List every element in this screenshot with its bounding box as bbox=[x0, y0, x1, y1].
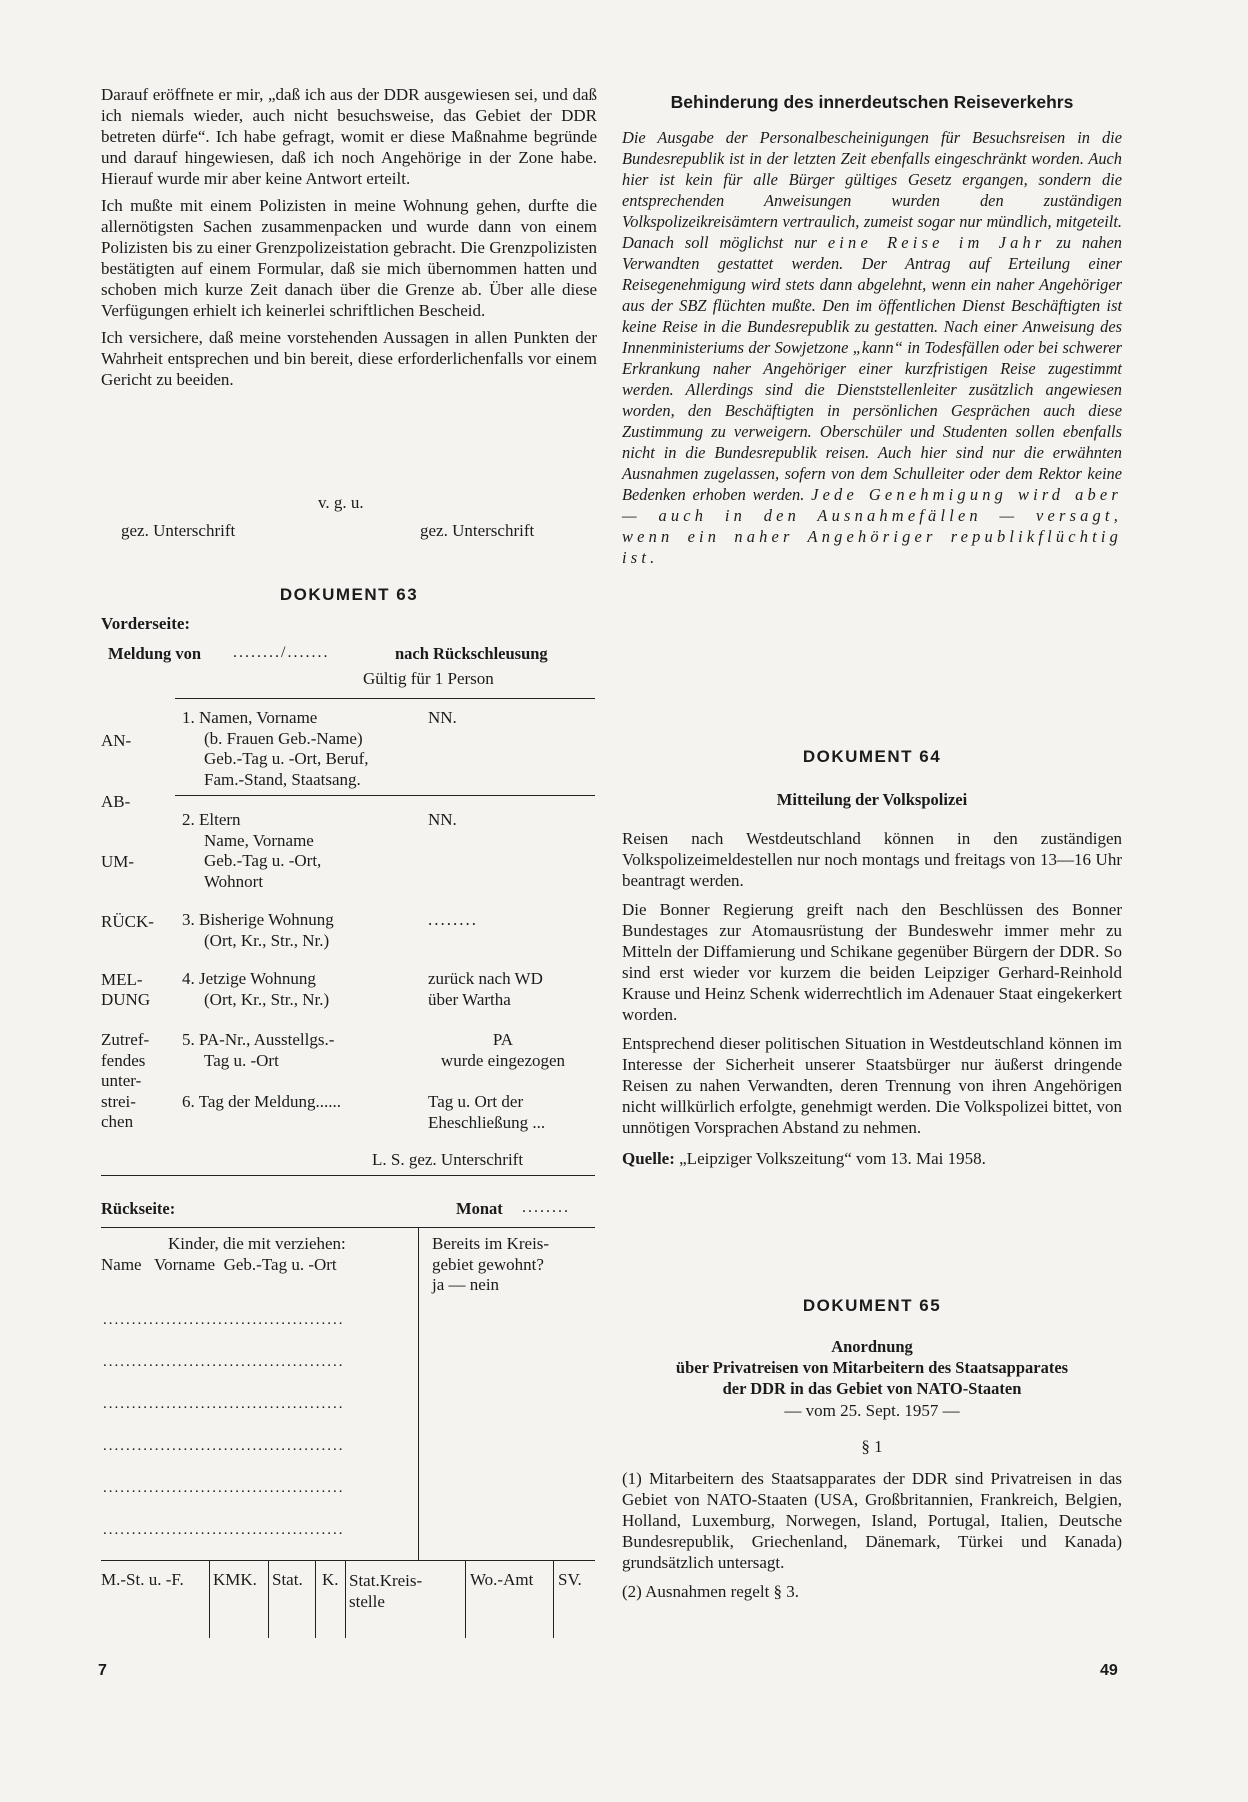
form-item-6-value bbox=[428, 1092, 545, 1133]
vorderseite-label: Vorderseite: bbox=[101, 614, 191, 633]
side-label-dung: DUNG bbox=[101, 990, 151, 1009]
form-item-4-value bbox=[428, 969, 543, 1010]
form-item-1-value: NN. bbox=[428, 708, 457, 727]
footer-cell-k: K. bbox=[322, 1570, 339, 1589]
footer-cell-kmk: KMK. bbox=[213, 1570, 257, 1589]
dot-line: .......................................... bbox=[103, 1480, 345, 1496]
form-item-value-line: über Wartha bbox=[428, 989, 511, 1009]
form-rule bbox=[101, 1175, 595, 1176]
quelle-line bbox=[622, 1148, 1122, 1169]
form-item-3 bbox=[182, 910, 334, 951]
right-column bbox=[622, 84, 1122, 568]
footer-cell-sv: SV. bbox=[558, 1570, 582, 1589]
monat-label: Monat bbox=[456, 1199, 503, 1218]
intro-paragraph-3: Ich versichere, daß meine vorstehenden Aussagen in allen Punkten der Wahrheit entsprechen und bin bereit, diese erforderlichenfalls vor einem Gericht zu beeiden. bbox=[101, 328, 597, 389]
form-item-line: 4. Jetzige Wohnung bbox=[182, 969, 316, 988]
doc65-heading-line: über Privatreisen von Mitarbeitern des Staatsapparates bbox=[675, 1358, 1069, 1377]
section-heading: Behinderung des innerdeutschen Reiseverkehrs bbox=[670, 92, 1074, 112]
kinder-header: Kinder, die mit verziehen: bbox=[168, 1234, 346, 1253]
form-item-line: Geb.-Tag u. -Ort, Beruf, bbox=[204, 749, 369, 768]
footer-divider bbox=[553, 1560, 554, 1638]
footer-cell-woamt: Wo.-Amt bbox=[470, 1570, 534, 1589]
vgu-text: v. g. u. bbox=[318, 493, 364, 512]
footer-cell-line: Stat.Kreis- bbox=[349, 1571, 423, 1590]
dokument-64-body bbox=[622, 828, 1122, 1175]
doc64-paragraph-3: Entsprechend dieser politischen Situation in Westdeutschland können im Interesse der Sicherheit unserer Staatsbürger nur äußerst dringende Reisen zu nahen Verwandten, deren Trennung von ihren Angehörigen nicht willkürlich erfolgte, genehmigt werden. Die Volkspolizei bittet, von unnötigen Vorsprachen Abstand zu nehmen. bbox=[622, 1034, 1122, 1137]
form-item-5 bbox=[182, 1030, 334, 1071]
dot-line: .......................................... bbox=[103, 1522, 345, 1538]
form-item-line: 6. Tag der Meldung...... bbox=[182, 1092, 342, 1111]
doc64-paragraph-2: Die Bonner Regierung greift nach den Beschlüssen des Bonner Bundestages zur Atomausrüstung der Bundeswehr immer mehr zu Mitteln der Diffamierung und Schikane gegenüber Bürgern der DDR. So sind erst wieder vor kurzem die beiden Leipziger Gerhard-Reinhold Krause und Heinz Schenk widerrechtlich im Adenauer Staat eingekerkert worden. bbox=[622, 900, 1122, 1024]
footer-divider bbox=[465, 1560, 466, 1638]
footer-cell-stat: Stat. bbox=[272, 1570, 303, 1589]
gueltig-text: Gültig für 1 Person bbox=[363, 669, 494, 688]
form-item-line: Fam.-Stand, Staatsang. bbox=[204, 769, 361, 789]
side-label-fendes: fendes bbox=[101, 1050, 146, 1070]
page-number-right: 49 bbox=[1100, 1662, 1118, 1679]
form-item-line: 5. PA-Nr., Ausstellgs.- bbox=[182, 1030, 335, 1049]
signature-right: gez. Unterschrift bbox=[420, 521, 535, 540]
meldung-von-label: Meldung von bbox=[108, 644, 202, 663]
nach-rueckschleusung: nach Rückschleusung bbox=[395, 644, 548, 663]
side-label-rueck: RÜCK- bbox=[101, 912, 154, 931]
page-number-left: 7 bbox=[98, 1662, 107, 1679]
rueckseite-label: Rückseite: bbox=[101, 1199, 176, 1218]
form-rule bbox=[175, 795, 595, 796]
quelle-label: Quelle: bbox=[622, 1149, 675, 1168]
dokument-65-body bbox=[622, 1468, 1122, 1608]
bereits-cell bbox=[432, 1234, 549, 1296]
table-divider bbox=[418, 1227, 419, 1560]
table-rule bbox=[101, 1560, 595, 1561]
form-item-value-line: PA bbox=[492, 1030, 514, 1049]
footer-cell-line: stelle bbox=[349, 1592, 385, 1611]
footer-divider bbox=[209, 1560, 210, 1638]
form-item-line: Wohnort bbox=[204, 871, 264, 891]
signature-left: gez. Unterschrift bbox=[121, 521, 236, 540]
dot-line: .......................................... bbox=[103, 1396, 345, 1412]
side-label-zutreffendes bbox=[101, 1030, 149, 1133]
form-item-1 bbox=[182, 708, 369, 790]
intro-paragraph-2: Ich mußte mit einem Polizisten in meine Wohnung gehen, durfte die allernötigsten Sachen zusammenpacken und wurde dann von einem Polizisten bis zu einer Grenzpolizeistation gebracht. Die Grenzpolizisten bestätigten auf einem Formular, daß sie mich übernommen hatten und schoben mich kurze Zeit danach über die Grenze ab. Über alle diese Verfügungen erhielt ich keinerlei schriftlichen Bescheid. bbox=[101, 196, 597, 320]
dokument-65-heading bbox=[622, 1336, 1122, 1399]
bereits-line: gebiet gewohnt? bbox=[432, 1254, 544, 1274]
form-item-line: (Ort, Kr., Str., Nr.) bbox=[204, 989, 330, 1009]
form-item-line: (Ort, Kr., Str., Nr.) bbox=[204, 930, 330, 950]
kinder-columns: Name Vorname Geb.-Tag u. -Ort bbox=[101, 1255, 337, 1274]
footer-cell-mst: M.-St. u. -F. bbox=[101, 1570, 184, 1589]
form-rule bbox=[175, 698, 595, 699]
side-label-strei: strei- bbox=[101, 1091, 136, 1111]
side-label-chen: chen bbox=[101, 1112, 134, 1131]
form-item-line: Geb.-Tag u. -Ort, bbox=[204, 851, 322, 870]
side-label-zutref: Zutref- bbox=[101, 1030, 150, 1049]
form-item-value-line: zurück nach WD bbox=[428, 969, 543, 988]
side-label-um: UM- bbox=[101, 852, 135, 871]
left-column bbox=[101, 84, 597, 396]
italic-text-1: Die Ausgabe der Personalbescheinigungen für Besuchsreisen in die Bundesrepublik ist in der letzten Zeit ebenfalls eingeschränkt worden. Auch hier ist kein für alle Bürger gültiges Gesetz ergangen, sondern die entsprechenden Anweisungen wurden den zuständigen Volkspolizeikreisämtern vertraulich, zumeist sogar nur mündlich, mitgeteilt. Danach soll möglichst nur bbox=[622, 128, 1122, 252]
dot-line: .......................................... bbox=[103, 1312, 345, 1328]
dokument-64-title: DOKUMENT 64 bbox=[802, 747, 942, 766]
bereits-line: ja — nein bbox=[432, 1275, 500, 1294]
dokument-65-date: — vom 25. Sept. 1957 — bbox=[784, 1401, 960, 1420]
footer-divider bbox=[268, 1560, 269, 1638]
form-item-value-line: wurde eingezogen bbox=[440, 1050, 566, 1070]
bereits-line: Bereits im Kreis- bbox=[432, 1234, 550, 1253]
doc65-paragraph-2: (2) Ausnahmen regelt § 3. bbox=[622, 1582, 800, 1601]
doc65-heading-line: Anordnung bbox=[831, 1337, 913, 1356]
form-item-4 bbox=[182, 969, 329, 1010]
section-marker: § 1 bbox=[861, 1437, 883, 1456]
footer-cell-statkreis bbox=[349, 1570, 422, 1612]
italic-report bbox=[622, 127, 1122, 568]
dot-line: .......................................... bbox=[103, 1354, 345, 1370]
side-label-an: AN- bbox=[101, 731, 132, 750]
form-item-line: (b. Frauen Geb.-Name) bbox=[204, 728, 363, 748]
dokument-63-title: DOKUMENT 63 bbox=[279, 585, 419, 604]
italic-text-2: zu nahen Verwandten gestattet werden. Der Antrag auf Erteilung einer Reisegenehmigung wird stets dann abgelehnt, wenn ein naher Angehöriger aus der SBZ flüchten mußte. Den im öffentlichen Dienst Beschäftigten ist keine Reise in die Bundesrepublik zu gestatten. Nach einer Anweisung des Innenministeriums der Sowjetzone „kann“ in Todesfällen oder bei schwerer Erkrankung naher Angehöriger einer kurzfristigen Reise zugestimmt werden. Allerdings sind die Dienststellenleiter zusätzlich angewiesen worden, den Beschäftigten in persönlichen Gesprächen auch diese Zustimmung zu verweigern. Oberschüler und Studenten sollen ebenfalls nicht in die Bundesrepublik reisen. Auch hier sind nur die erwähnten Ausnahmen zugelassen, sofern von dem Schulleiter oder dem Rektor keine Bedenken erhoben werden. bbox=[622, 233, 1122, 504]
form-item-6 bbox=[182, 1092, 341, 1113]
side-label-ab: AB- bbox=[101, 792, 131, 811]
doc65-heading-line: der DDR in das Gebiet von NATO-Staaten bbox=[722, 1379, 1022, 1398]
form-item-2 bbox=[182, 810, 321, 892]
form-item-3-value: ........ bbox=[428, 910, 478, 929]
ls-signature: L. S. gez. Unterschrift bbox=[372, 1150, 524, 1169]
form-item-line: 1. Namen, Vorname bbox=[182, 708, 318, 727]
dokument-64-subtitle: Mitteilung der Volkspolizei bbox=[776, 790, 968, 809]
form-item-value-line: Tag u. Ort der bbox=[428, 1092, 524, 1111]
italic-spaced-1: eine Reise im Jahr bbox=[827, 233, 1046, 252]
form-item-line: Tag u. -Ort bbox=[204, 1050, 279, 1070]
side-label-unter: unter- bbox=[101, 1071, 142, 1090]
form-item-2-value: NN. bbox=[428, 810, 457, 829]
quelle-text: „Leipziger Volkszeitung“ vom 13. Mai 1958. bbox=[679, 1149, 986, 1168]
italic-spaced-2: Jede Genehmigung wird aber — auch in den Ausnahmefällen — versagt, wenn ein naher Angehöriger republikflüchtig ist. bbox=[622, 485, 1122, 567]
doc64-paragraph-1: Reisen nach Westdeutschland können in den zuständigen Volkspolizeimeldestellen nur noch montags und freitags von 13—16 Uhr beantragt werden. bbox=[622, 829, 1122, 890]
monat-dots: ........ bbox=[522, 1199, 570, 1216]
form-item-line: Name, Vorname bbox=[204, 830, 314, 850]
table-rule bbox=[101, 1227, 595, 1228]
form-item-line: 3. Bisherige Wohnung bbox=[182, 910, 334, 929]
side-label-mel: MEL- bbox=[101, 970, 143, 989]
dokument-65-title: DOKUMENT 65 bbox=[802, 1296, 942, 1315]
intro-paragraph-1: Darauf eröffnete er mir, „daß ich aus der DDR ausgewiesen sei, und daß ich niemals wieder, auch nicht besuchsweise, das Gebiet der DDR betreten dürfe“. Ich habe gefragt, womit er diese Maßnahme begründe und darauf hingewiesen, daß ich noch Angehörige in der Zone habe. Hierauf wurde mir aber keine Antwort erteilt. bbox=[101, 85, 597, 188]
form-item-value-line: Eheschließung ... bbox=[428, 1112, 546, 1132]
dot-line: .......................................... bbox=[103, 1438, 345, 1454]
form-item-5-value bbox=[428, 1030, 578, 1071]
form-item-line: 2. Eltern bbox=[182, 810, 241, 829]
meldung-dots: ......../....... bbox=[233, 644, 330, 661]
footer-divider bbox=[345, 1560, 346, 1638]
doc65-paragraph-1: (1) Mitarbeitern des Staatsapparates der DDR sind Privatreisen in das Gebiet von NATO-Staaten (USA, Großbritannien, Frankreich, Belgien, Holland, Luxemburg, Norwegen, Island, Portugal, Italien, Deutsche Bundesrepublik, Griechenland, Dänemark, Türkei und Kanada) grundsätzlich untersagt. bbox=[622, 1469, 1122, 1572]
footer-divider bbox=[315, 1560, 316, 1638]
